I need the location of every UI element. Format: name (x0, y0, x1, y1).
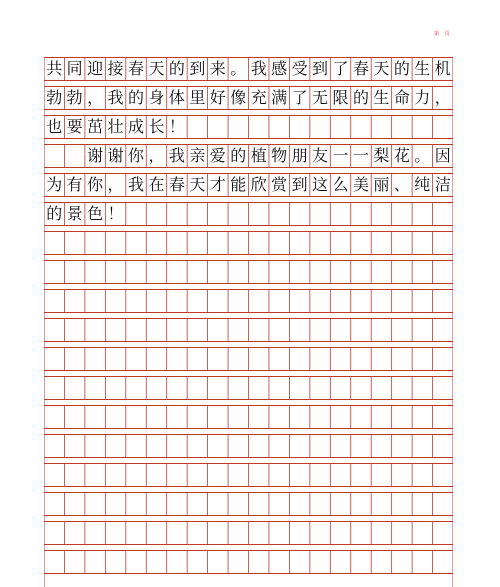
grid-cell-char: 到 (291, 175, 308, 194)
grid-cell-char: ！ (107, 204, 124, 223)
grid-cell-char: 有 (66, 175, 83, 194)
grid-cell-char: 谢 (87, 146, 104, 165)
grid-cell-char: 春 (168, 175, 185, 194)
grid-cell-char: 的 (128, 88, 145, 107)
grid-cell-char: 景 (66, 204, 83, 223)
grid-cell-char: 天 (373, 59, 390, 78)
grid-cell-char: 力 (414, 88, 431, 107)
grid-cell-char: 长 (148, 117, 165, 136)
grid-cell-char: 命 (393, 88, 410, 107)
grid-cell-char: 里 (189, 88, 206, 107)
grid-cell-char: 勃 (46, 88, 63, 107)
grid-cell-char: 好 (209, 88, 226, 107)
grid-cell-char: 到 (312, 59, 329, 78)
grid-cell-char: 的 (393, 59, 410, 78)
grid-cell-char: 春 (352, 59, 369, 78)
grid-cell-char: 的 (230, 146, 247, 165)
text-row (44, 57, 453, 80)
grid-cell-char: 为 (46, 175, 63, 194)
manuscript-grid (44, 57, 453, 587)
text-row (44, 144, 453, 167)
grid-cell-char: 、 (393, 175, 410, 194)
grid-cell-char: 的 (168, 59, 185, 78)
grid-cell-char: 我 (250, 59, 267, 78)
grid-cell-char: 身 (148, 88, 165, 107)
grid-cell-char: 物 (271, 146, 288, 165)
grid-cell-char: 生 (414, 59, 431, 78)
grid-cell-char: 生 (373, 88, 390, 107)
grid-cell-char: 美 (352, 175, 369, 194)
grid-cell-char: 了 (332, 59, 349, 78)
grid-cell-char: 勃 (66, 88, 83, 107)
grid-cell-char: 的 (352, 88, 369, 107)
grid-cell-char: ， (87, 88, 104, 107)
grid-cell-char (44, 144, 64, 167)
grid-cell-char: ！ (168, 117, 185, 136)
grid-cell-char: 了 (291, 88, 308, 107)
grid-cell-char: 一 (352, 146, 369, 165)
grid-cell-char: 花 (393, 146, 410, 165)
grid-cell-char: 我 (128, 175, 145, 194)
grid-cell-char: 爱 (209, 146, 226, 165)
grid-cell-char: 我 (107, 88, 124, 107)
grid-cell-char: 友 (312, 146, 329, 165)
grid-cell-char: 谢 (107, 146, 124, 165)
grid-cell-char: 也 (46, 117, 63, 136)
grid-cell-char: 色 (87, 204, 104, 223)
grid-cell-char: 你 (87, 175, 104, 194)
text-row (44, 86, 453, 109)
grid-cell-char: 机 (434, 59, 451, 78)
grid-cell-char: 迎 (87, 59, 104, 78)
grid-cell-char: 。 (414, 146, 431, 165)
grid-cell-char: 植 (250, 146, 267, 165)
grid-cell-char: 的 (46, 204, 63, 223)
grid-cell-char: 要 (66, 117, 83, 136)
grid-cell-char (64, 144, 84, 167)
page-number-marker: 第 页 (434, 31, 452, 37)
grid-cell-char: 受 (291, 59, 308, 78)
grid-cell-char: 朋 (291, 146, 308, 165)
grid-cell-char: 限 (332, 88, 349, 107)
grid-cell-char: 我 (168, 146, 185, 165)
grid-cell-char: 满 (271, 88, 288, 107)
grid-cell-char: 亲 (189, 146, 206, 165)
grid-cell-char: 赏 (271, 175, 288, 194)
grid-cell-char: 。 (230, 59, 247, 78)
grid-cell-char: 纯 (414, 175, 431, 194)
grid-cell-char: 成 (128, 117, 145, 136)
grid-cell-char: 壮 (107, 117, 124, 136)
grid-cell-char: 这 (312, 175, 329, 194)
grid-cell-char: 你 (128, 146, 145, 165)
grid-cell-char: ， (434, 88, 451, 107)
grid-cell-char: 能 (230, 175, 247, 194)
grid-cell-char: 天 (148, 59, 165, 78)
text-row (44, 202, 453, 225)
grid-cell-char: 天 (189, 175, 206, 194)
grid-cell-char: 感 (271, 59, 288, 78)
grid-cell-char: 春 (128, 59, 145, 78)
grid-cell-char: 同 (66, 59, 83, 78)
grid-cell-char: ， (148, 146, 165, 165)
grid-cell-char: 在 (148, 175, 165, 194)
grid-cell-char: 充 (250, 88, 267, 107)
text-row (44, 173, 453, 196)
grid-cell-char: 接 (107, 59, 124, 78)
text-row (44, 115, 453, 138)
grid-cell-char: 洁 (434, 175, 451, 194)
grid-cell-char: 一 (332, 146, 349, 165)
grid-cell-char: 因 (434, 146, 451, 165)
grid-cell-char: 共 (46, 59, 63, 78)
grid-cell-char: 来 (209, 59, 226, 78)
grid-cell-char: 茁 (87, 117, 104, 136)
grid-cell-char: 梨 (373, 146, 390, 165)
grid-cell-char: 么 (332, 175, 349, 194)
grid-cell-char: 丽 (373, 175, 390, 194)
grid-cell-char: 无 (312, 88, 329, 107)
grid-cell-char: 欣 (250, 175, 267, 194)
grid-cell-char: 像 (230, 88, 247, 107)
grid-cell-char: 才 (209, 175, 226, 194)
grid-cell-char: 体 (168, 88, 185, 107)
grid-cell-char: ， (107, 175, 124, 194)
grid-cell-char: 到 (189, 59, 206, 78)
